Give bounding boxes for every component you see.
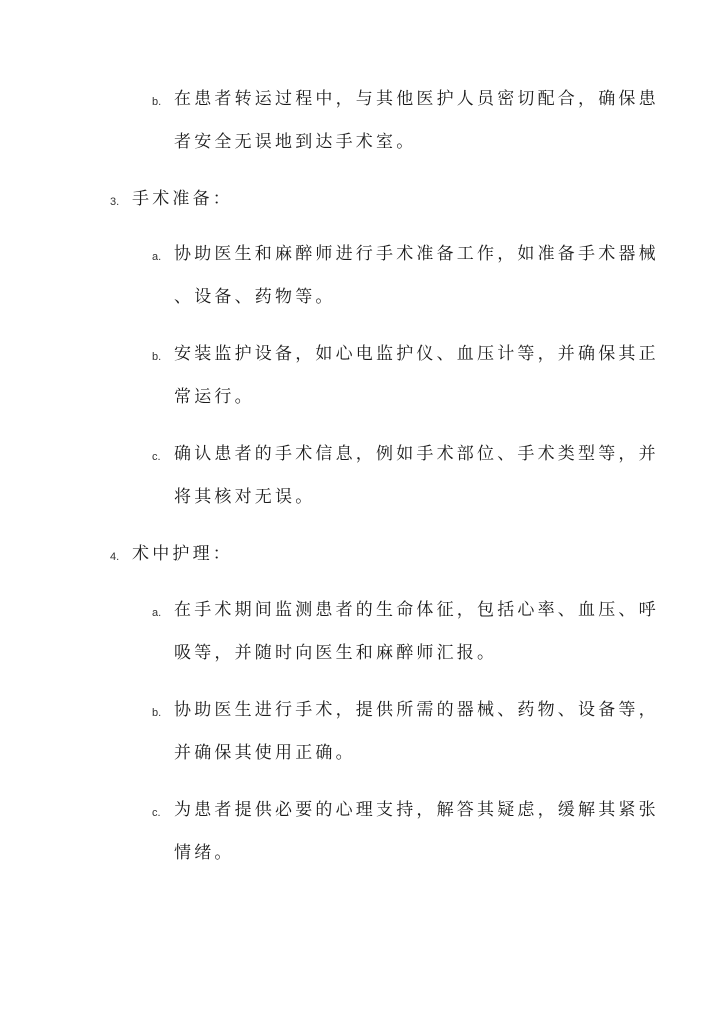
list-item-text-line-2: 常运行。 bbox=[174, 387, 255, 407]
list-item-text-line-1: 为患者提供必要的心理支持，解答其疑虑，缓解其紧张 bbox=[174, 800, 659, 820]
list-item-text-line-2: 情绪。 bbox=[174, 843, 235, 863]
list-marker: c. bbox=[152, 451, 161, 463]
list-marker: b. bbox=[152, 707, 162, 719]
list-item-text-line-2: 并确保其使用正确。 bbox=[174, 743, 356, 763]
list-item-text-line-1: 确认患者的手术信息，例如手术部位、手术类型等，并 bbox=[174, 444, 659, 464]
list-marker: b. bbox=[152, 96, 162, 108]
list-item-text-line-2: 吸等，并随时向医生和麻醉师汇报。 bbox=[174, 643, 498, 663]
list-item-text-line-1: 安装监护设备，如心电监护仪、血压计等，并确保其正 bbox=[174, 344, 659, 364]
section-number: 3. bbox=[110, 196, 120, 208]
section-title: 手术准备： bbox=[132, 189, 233, 209]
list-item-text-line-1: 协助医生进行手术，提供所需的器械、药物、设备等， bbox=[174, 700, 659, 720]
list-marker: a. bbox=[152, 251, 162, 263]
list-item-text-line-1: 在手术期间监测患者的生命体征，包括心率、血压、呼 bbox=[174, 600, 659, 620]
list-item-text-line-2: 将其核对无误。 bbox=[174, 487, 316, 507]
list-marker: c. bbox=[152, 807, 161, 819]
list-marker: b. bbox=[152, 351, 162, 363]
list-item-text-line-2: 者安全无误地到达手术室。 bbox=[174, 132, 417, 152]
list-marker: a. bbox=[152, 607, 162, 619]
list-item-text-line-2: 、设备、药物等。 bbox=[174, 287, 336, 307]
list-item-text-line-1: 协助医生和麻醉师进行手术准备工作，如准备手术器械 bbox=[174, 244, 659, 264]
section-title: 术中护理： bbox=[132, 544, 233, 564]
list-item-text-line-1: 在患者转运过程中，与其他医护人员密切配合，确保患 bbox=[174, 89, 659, 109]
section-number: 4. bbox=[110, 551, 120, 563]
